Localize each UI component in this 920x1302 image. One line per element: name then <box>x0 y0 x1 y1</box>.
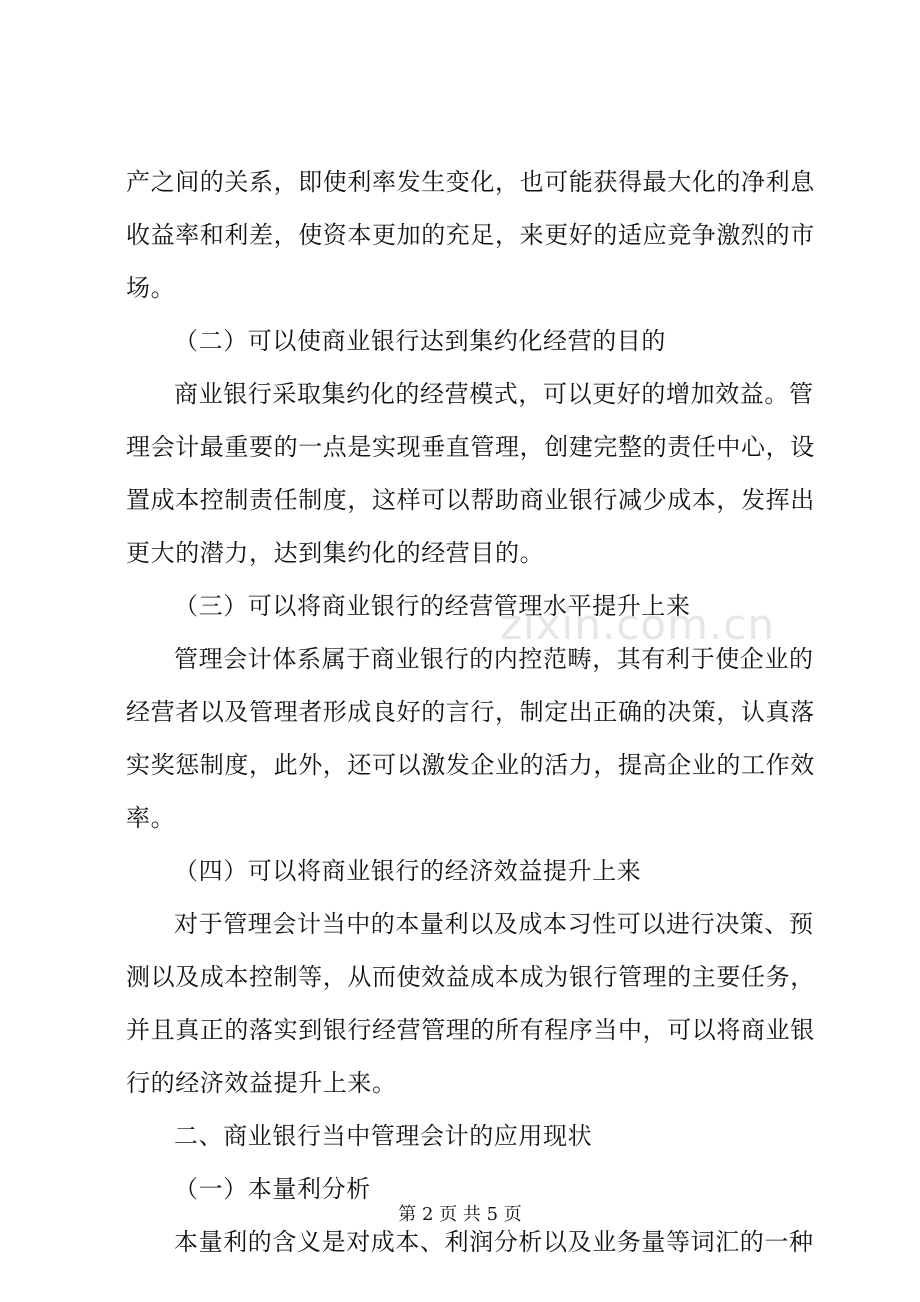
page-footer: 第 2 页 共 5 页 <box>398 1204 522 1225</box>
text-line: 更大的潜力，达到集约化的经营目的。 <box>126 539 545 567</box>
text-line: 收益率和利差，使资本更加的充足，来更好的适应竞争激烈的市 <box>126 221 815 249</box>
text-line: 行的经济效益提升上来。 <box>126 1069 397 1097</box>
text-line: 商业银行采取集约化的经营模式，可以更好的增加效益。管 <box>174 380 814 408</box>
text-line: 置成本控制责任制度，这样可以帮助商业银行减少成本，发挥出 <box>126 486 815 514</box>
watermark: zixin.com.cn <box>500 600 775 649</box>
document-body <box>126 164 815 1277</box>
text-line: 率。 <box>126 804 176 832</box>
text-line: （一）本量利分析 <box>174 1175 371 1203</box>
text-line: （三）可以将商业银行的经营管理水平提升上来 <box>174 592 691 620</box>
text-line: 对于管理会计当中的本量利以及成本习性可以进行决策、预 <box>174 910 814 938</box>
text-line: 产之间的关系，即使利率发生变化，也可能获得最大化的净利息 <box>126 168 815 196</box>
text-line: 测以及成本控制等，从而使效益成本成为银行管理的主要任务， <box>126 963 815 991</box>
text-line: 管理会计体系属于商业银行的内控范畴，其有利于使企业的 <box>174 645 814 673</box>
text-line: 二、商业银行当中管理会计的应用现状 <box>174 1122 593 1150</box>
text-line: 场。 <box>126 274 176 302</box>
text-line: 并且真正的落实到银行经营管理的所有程序当中，可以将商业银 <box>126 1016 815 1044</box>
text-line: 本量利的含义是对成本、利润分析以及业务量等词汇的一种 <box>174 1228 814 1256</box>
text-line: （二）可以使商业银行达到集约化经营的目的 <box>174 327 666 355</box>
text-line: 理会计最重要的一点是实现垂直管理，创建完整的责任中心，设 <box>126 433 815 461</box>
text-line: （四）可以将商业银行的经济效益提升上来 <box>174 857 642 885</box>
text-line: 经营者以及管理者形成良好的言行，制定出正确的决策，认真落 <box>126 698 815 726</box>
text-line: 实奖惩制度，此外，还可以激发企业的活力，提高企业的工作效 <box>126 751 815 779</box>
